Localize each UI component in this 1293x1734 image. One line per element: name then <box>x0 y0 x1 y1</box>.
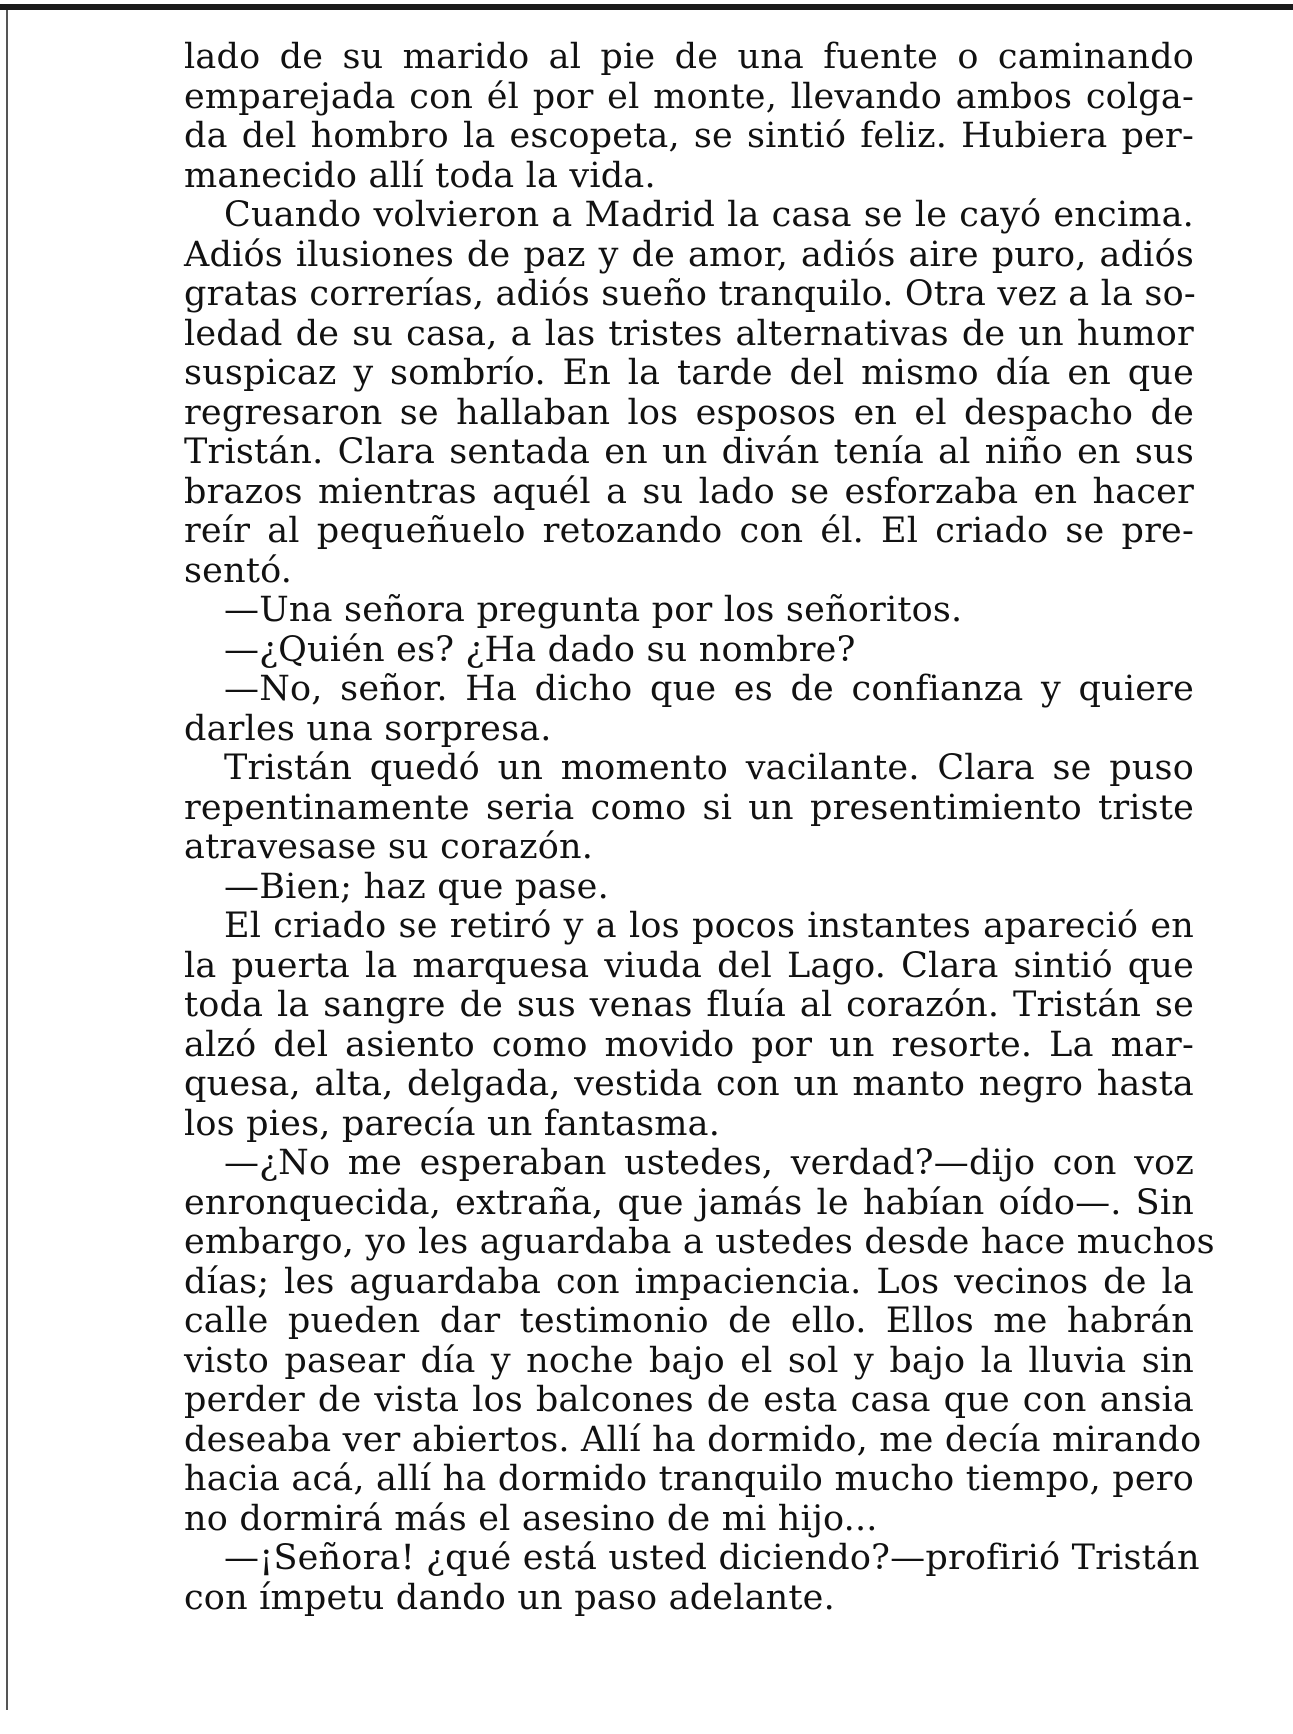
text-line: embargo, yo les aguardaba a ustedes desde hace muchos <box>184 1222 1215 1262</box>
text-line: perder de vista los balcones de esta casa que con ansia <box>184 1380 1194 1420</box>
paragraph <box>184 868 1194 908</box>
paragraph <box>184 38 1194 196</box>
text-line: —¡Señora! ¿qué está usted diciendo?—profirió Tristán <box>224 1538 1200 1578</box>
paragraph <box>184 1538 1200 1618</box>
text-line: atravesase su corazón. <box>184 827 594 867</box>
paragraph <box>184 1143 1215 1539</box>
text-line: la puerta la marquesa viuda del Lago. Clara sintió que <box>184 945 1194 986</box>
text-line: visto pasear día y noche bajo el sol y bajo la lluvia sin <box>184 1340 1194 1381</box>
text-line: gratas correrías, adiós sueño tranquilo. Otra vez a la so- <box>184 274 1196 314</box>
top-page-edge <box>0 4 1293 10</box>
text-line: reír al pequeñuelo retozando con él. El criado se pre- <box>184 511 1194 551</box>
text-line: Adiós ilusiones de paz y de amor, adiós aire puro, adiós <box>184 234 1194 275</box>
text-line: hacia acá, allí ha dormido tranquilo mucho tiempo, pero <box>184 1459 1194 1499</box>
left-page-edge <box>6 10 8 1710</box>
text-line: sentó. <box>184 550 293 591</box>
text-line: días; les aguardaba con impaciencia. Los vecinos de la <box>184 1261 1194 1302</box>
paragraph <box>184 907 1194 1144</box>
text-line: regresaron se hallaban los esposos en el despacho de <box>184 392 1194 433</box>
paragraph <box>184 670 1194 749</box>
text-line: lado de su marido al pie de una fuente o caminando <box>184 37 1194 77</box>
text-line: Tristán quedó un momento vacilante. Clara se puso <box>224 748 1194 788</box>
text-line: no dormirá más el asesino de mi hijo... <box>184 1498 878 1539</box>
text-line: —Una señora pregunta por los señoritos. <box>224 590 963 630</box>
text-line: deseaba ver abiertos. Allí ha dormido, me decía mirando <box>184 1419 1202 1460</box>
text-line: emparejada con él por el monte, llevando ambos colga- <box>184 76 1194 117</box>
text-line: enronquecida, extraña, que jamás le habían oído—. Sin <box>184 1182 1194 1223</box>
text-line: repentinamente seria como si un presentimiento triste <box>184 787 1194 828</box>
text-line: con ímpetu dando un paso adelante. <box>184 1577 835 1618</box>
text-line: darles una sorpresa. <box>184 708 552 749</box>
text-line: —No, señor. Ha dicho que es de confianza y quiere <box>224 669 1194 709</box>
text-line: Cuando volvieron a Madrid la casa se le cayó encima. <box>224 195 1194 235</box>
text-line: —Bien; haz que pase. <box>224 866 609 907</box>
text-line: da del hombro la escopeta, se sintió feliz. Hubiera per- <box>184 116 1194 156</box>
text-line: El criado se retiró y a los pocos instantes apareció en <box>224 906 1194 946</box>
page-text-body <box>184 37 1215 1618</box>
text-line: suspicaz y sombrío. En la tarde del mismo día en que <box>184 353 1194 393</box>
text-line: ledad de su casa, a las tristes alternativas de un humor <box>184 313 1194 354</box>
text-line: calle pueden dar testimonio de ello. Ellos me habrán <box>184 1301 1194 1341</box>
text-line: toda la sangre de sus venas fluía al corazón. Tristán se <box>184 985 1194 1025</box>
paragraph <box>184 196 1194 591</box>
text-line: quesa, alta, delgada, vestida con un manto negro hasta <box>184 1064 1194 1104</box>
text-line: alzó del asiento como movido por un resorte. La mar- <box>184 1024 1194 1065</box>
paragraph <box>184 591 1194 631</box>
text-line: Tristán. Clara sentada en un diván tenía al niño en sus <box>184 432 1194 472</box>
paragraph <box>184 749 1194 868</box>
text-line: brazos mientras aquél a su lado se esforzaba en hacer <box>184 471 1194 512</box>
text-line: manecido allí toda la vida. <box>184 155 656 196</box>
paragraph <box>184 631 1194 671</box>
text-line: —¿No me esperaban ustedes, verdad?—dijo con voz <box>224 1143 1194 1183</box>
text-line: —¿Quién es? ¿Ha dado su nombre? <box>224 629 856 670</box>
text-line: los pies, parecía un fantasma. <box>184 1103 721 1144</box>
